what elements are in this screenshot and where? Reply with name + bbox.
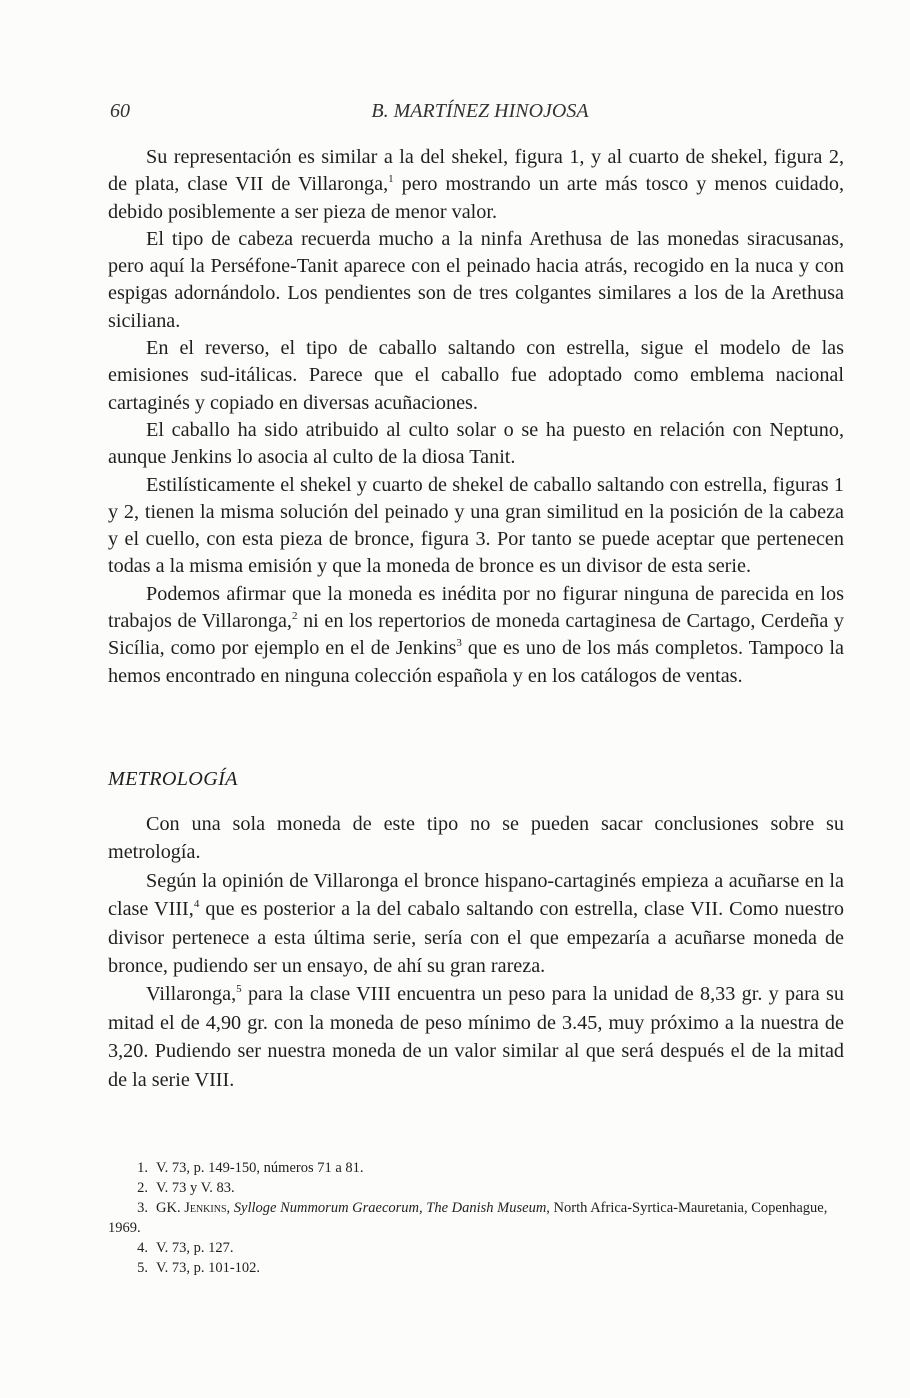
metrology-paragraph-3-text-a: Villaronga, — [146, 983, 237, 1006]
metrology-text — [108, 810, 844, 1094]
paragraph-2: El tipo de cabeza recuerda mucho a la ninfa Arethusa de las monedas siracusanas, pero aquí la Perséfone-Tanit aparece con el peinado hacia atrás, recogido en la nuca y con espigas adornándolo. Los pendientes son de tres colgantes similares a los de la Arethusa siciliana. — [108, 227, 844, 332]
paragraph-6-text-b: ni en los repertorios de moneda cartaginesa de Cartago, Cerdeña y Sicília, como por ejemplo en el de Jenkins — [108, 610, 844, 660]
footnote-3 — [108, 1198, 844, 1238]
footnote-5-number: 5. — [137, 1260, 148, 1276]
footnote-ref-2: 2 — [291, 610, 298, 623]
section-heading-metrologia: METROLOGÍA — [108, 768, 238, 790]
footnote-2-text: V. 73 y V. 83. — [156, 1180, 235, 1196]
paragraph-1-text-b: pero mostrando un arte más tosco y menos cuidado, debido posiblemente a ser pieza de menor valor. — [108, 173, 844, 223]
footnote-2 — [108, 1178, 844, 1198]
footnote-3-sep: , — [226, 1200, 234, 1216]
footnote-5 — [108, 1258, 844, 1278]
footnote-3-text-a: GK. — [156, 1200, 185, 1216]
page-number: 60 — [110, 100, 130, 122]
footnote-5-text: V. 73, p. 101-102. — [156, 1260, 261, 1276]
footnote-1 — [108, 1158, 844, 1178]
paragraph-5: Estilísticamente el shekel y cuarto de shekel de caballo saltando con estrella, figuras 1 y 2, tienen la misma solución del peinado y una gran similitud en la posición de la cabeza y el cuello, con esta pieza de bronce, figura 3. Por tanto se puede aceptar que pertenecen todas a la misma emisión y que la moneda de bronce es un divisor de esta serie. — [108, 473, 844, 578]
metrology-paragraph-1: Con una sola moneda de este tipo no se pueden sacar conclusiones sobre su metrología. — [108, 813, 844, 864]
metrology-paragraph-3 — [108, 980, 844, 1094]
footnote-3-title: Sylloge Nummorum Graecorum, The Danish Museum — [233, 1200, 547, 1216]
paragraph-1-text-a: Su representación es similar a la del shekel, figura 1, y al cuarto de shekel, figura 2, de plata, clase VII de Villaronga, — [108, 146, 844, 196]
body-text — [108, 144, 844, 690]
metrology-paragraph-2-text-b: que es posterior a la del cabalo saltando con estrella, clase VII. Como nuestro divisor pertenece a esta última serie, sería con el que empezaría a acuñarse moneda de bronce, pudiendo ser un ensayo, de ahí su gran rareza. — [108, 898, 844, 978]
footnote-3-number: 3. — [137, 1200, 148, 1216]
paragraph-3: En el reverso, el tipo de caballo saltando con estrella, sigue el modelo de las emisiones sud-itálicas. Parece que el caballo fue adoptado como emblema nacional cartaginés y copiado en diversas acuñaciones. — [108, 337, 844, 414]
footnote-3-text-c: , North Africa-Syrtica-Mauretania, Copenhague, 1969. — [108, 1200, 828, 1236]
metrology-paragraph-2-text-a: Según la opinión de Villaronga el bronce hispano-cartaginés empieza a acuñarse en la clase VIII, — [108, 869, 844, 921]
paragraph-6-text-c: que es uno de los más completos. Tampoco la hemos encontrado en ninguna colección española y en los catálogos de ventas. — [108, 637, 844, 687]
footnote-4 — [108, 1238, 844, 1258]
footnote-1-number: 1. — [137, 1160, 148, 1176]
footnote-ref-4: 4 — [193, 898, 200, 911]
running-head-author: B. MARTÍNEZ HINOJOSA — [371, 100, 589, 122]
running-header — [110, 100, 850, 130]
metrology-paragraph-3-text-b: para la clase VIII encuentra un peso para la unidad de 8,33 gr. y para su mitad el de 4,90 gr. con la moneda de peso mínimo de 3.45, muy próximo a la nuestra de 3,20. Pudiendo ser nuestra moneda de un valor similar al que será después el de la mitad de la serie VIII. — [108, 983, 844, 1091]
footnote-ref-5: 5 — [236, 983, 242, 996]
footnote-1-text: V. 73, p. 149-150, números 71 a 81. — [156, 1160, 364, 1176]
paragraph-4: El caballo ha sido atribuido al culto solar o se ha puesto en relación con Neptuno, aunque Jenkins lo asocia al culto de la diosa Tanit. — [108, 418, 844, 469]
footnotes — [108, 1158, 844, 1278]
paragraph-6-text-a: Podemos afirmar que la moneda es inédita por no figurar ninguna de parecida en los trabajos de Villaronga, — [108, 582, 844, 633]
footnote-ref-3: 3 — [456, 637, 462, 650]
footnote-3-author: Jenkins — [184, 1200, 227, 1216]
paragraph-6 — [108, 581, 844, 690]
footnote-2-number: 2. — [137, 1180, 148, 1196]
metrology-paragraph-2 — [108, 867, 844, 981]
footnote-ref-1: 1 — [388, 173, 394, 186]
paragraph-1 — [108, 144, 844, 226]
footnote-4-number: 4. — [137, 1240, 148, 1256]
footnote-4-text: V. 73, p. 127. — [156, 1240, 234, 1256]
